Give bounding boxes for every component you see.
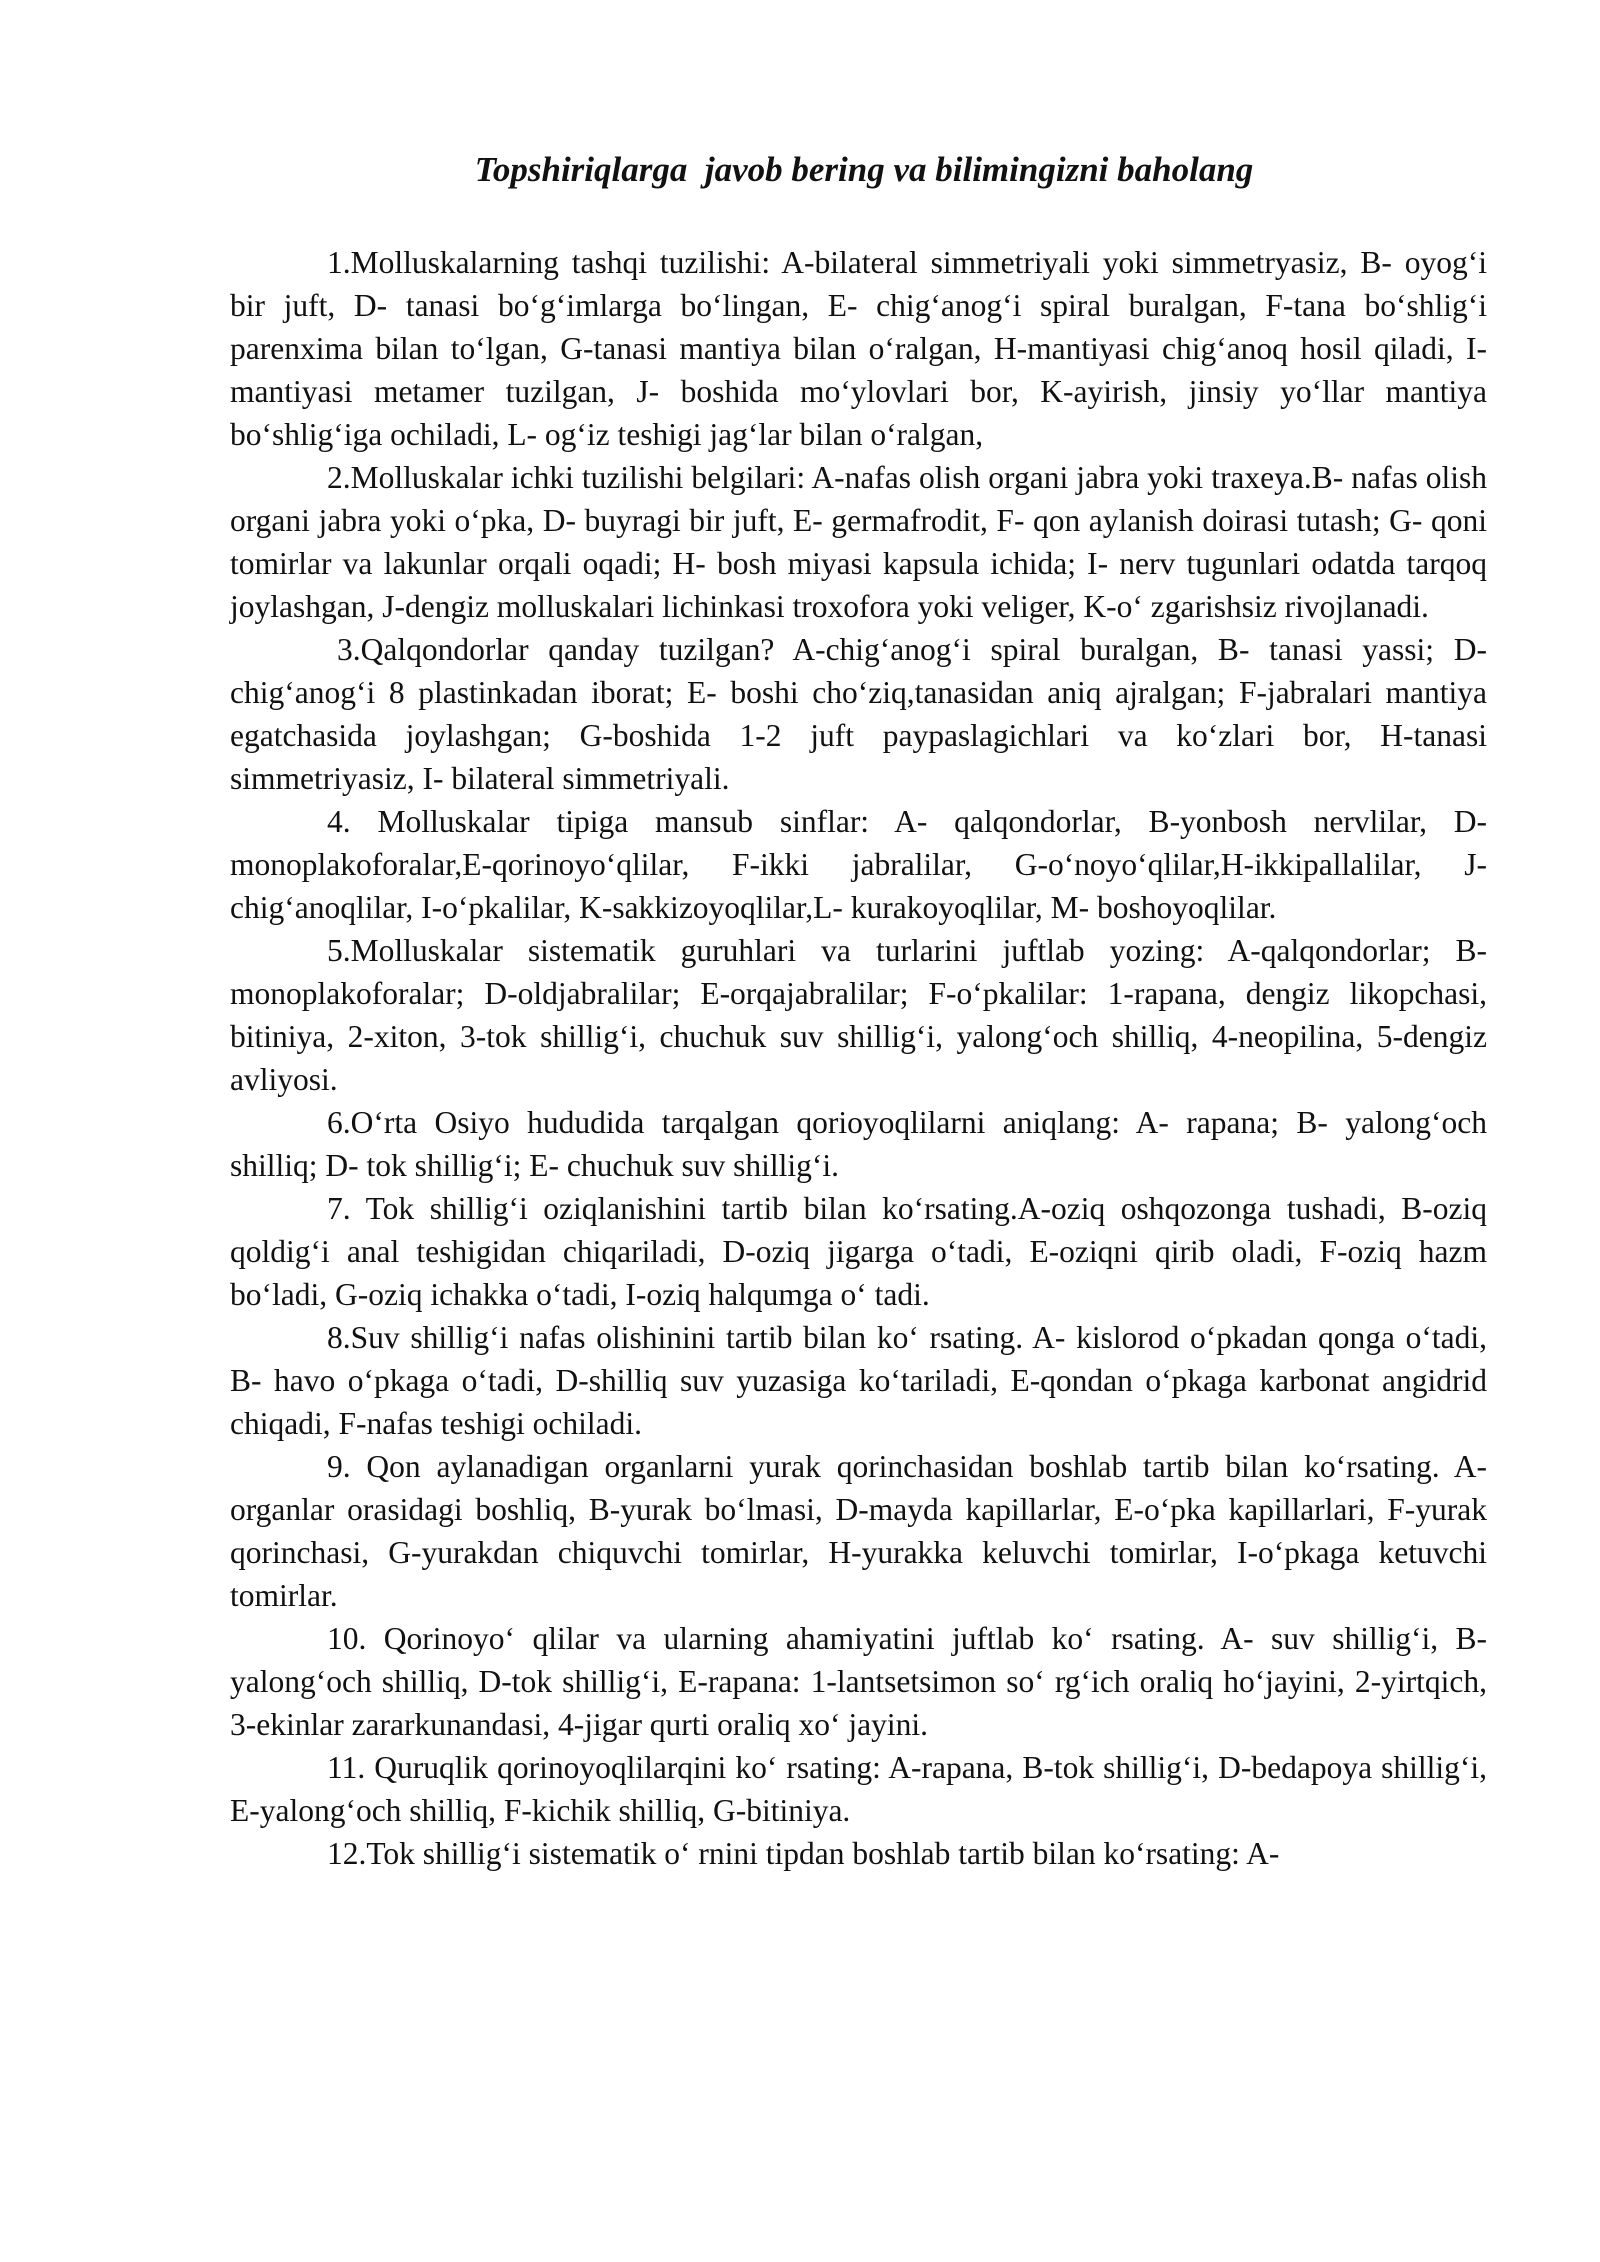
question-1: 1.Molluskalarning tashqi tuzilishi: A-bilateral simmetriyali yoki simmetryasiz, B- oyog‘i bir juft, D- tanasi bo‘g‘imlarga bo‘lingan, E- chig‘anog‘i spiral buralgan, F-tana bo‘shlig‘i parenxima bilan to‘lgan, G-tanasi mantiya bilan o‘ralgan, H-mantiyasi chig‘anoq hosil qiladi, I- mantiyasi metamer tuzilgan, J- boshida mo‘ylovlari bor, K-ayirish, jinsiy yo‘llar mantiya bo‘shlig‘iga ochiladi, L- og‘iz teshigi jag‘lar bilan o‘ralgan, [230, 245, 1487, 452]
questions-list [230, 241, 1487, 1875]
question-12: 12.Tok shillig‘i sistematik o‘ rnini tipdan boshlab tartib bilan ko‘rsating: A- [327, 1836, 1280, 1871]
question-11: 11. Quruqlik qorinoyoqlilarqini ko‘ rsating: A-rapana, B-tok shillig‘i, D-bedapoya shillig‘i, E-yalong‘och shilliq, F-kichik shilliq, G-bitiniya. [230, 1750, 1487, 1828]
question-5: 5.Molluskalar sistematik guruhlari va turlarini juftlab yozing: A-qalqondorlar; B-monoplakoforalar; D-oldjabralilar; E-orqajabralilar; F-o‘pkalilar: 1-rapana, dengiz likopchasi, bitiniya, 2-xiton, 3-tok shillig‘i, chuchuk suv shillig‘i, yalong‘och shilliq, 4-neopilina, 5-dengiz avliyosi. [230, 933, 1487, 1097]
page-title: Topshiriqlarga javob bering va bilimingizni baholang [474, 150, 1254, 189]
question-6: 6.O‘rta Osiyo hududida tarqalgan qorioyoqlilarni aniqlang: A- rapana; B- yalong‘och shilliq; D- tok shillig‘i; E- chuchuk suv shillig‘i. [230, 1105, 1487, 1183]
question-7: 7. Tok shillig‘i oziqlanishini tartib bilan ko‘rsating.A-oziq oshqozonga tushadi, B-oziq qoldig‘i anal teshigidan chiqariladi, D-oziq jigarga o‘tadi, E-oziqni qirib oladi, F-oziq hazm bo‘ladi, G-oziq ichakka o‘tadi, I-oziq halqumga o‘ tadi. [230, 1191, 1487, 1312]
question-3: 3.Qalqondorlar qanday tuzilgan? A-chig‘anog‘i spiral buralgan, B- tanasi yassi; D-chig‘anog‘i 8 plastinkadan iborat; E- boshi cho‘ziq,tanasidan aniq ajralgan; F-jabralari mantiya egatchasida joylashgan; G-boshida 1-2 juft paypaslagichlari va ko‘zlari bor, H-tanasi simmetriyasiz, I- bilateral simmetriyali. [230, 632, 1487, 796]
question-4: 4. Molluskalar tipiga mansub sinflar: A- qalqondorlar, B-yonbosh nervlilar, D- monoplakoforalar,E-qorinoyo‘qlilar, F-ikki jabralilar, G-o‘noyo‘qlilar,H-ikkipallalilar, J-chig‘anoqlilar, I-o‘pkalilar, K-sakkizoyoqlilar,L- kurakoyoqlilar, M- boshoyoqlilar. [230, 804, 1487, 925]
question-10: 10. Qorinoyo‘ qlilar va ularning ahamiyatini juftlab ko‘ rsating. A- suv shillig‘i, B-yalong‘och shilliq, D-tok shillig‘i, E-rapana: 1-lantsetsimon so‘ rg‘ich oraliq ho‘jayini, 2-yirtqich, 3-ekinlar zararkunandasi, 4-jigar qurti oraliq xo‘ jayini. [230, 1621, 1487, 1742]
question-2: 2.Molluskalar ichki tuzilishi belgilari: A-nafas olish organi jabra yoki traxeya.B- nafas olish organi jabra yoki o‘pka, D- buyragi bir juft, E- germafrodit, F- qon aylanish doirasi tutash; G- qoni tomirlar va lakunlar orqali oqadi; H- bosh miyasi kapsula ichida; I- nerv tugunlari odatda tarqoq joylashgan, J-dengiz molluskalari lichinkasi troxofora yoki veliger, K-o‘ zgarishsiz rivojlanadi. [230, 460, 1487, 624]
question-8: 8.Suv shillig‘i nafas olishinini tartib bilan ko‘ rsating. A- kislorod o‘pkadan qonga o‘tadi, B- havo o‘pkaga o‘tadi, D-shilliq suv yuzasiga ko‘tariladi, E-qondan o‘pkaga karbonat angidrid chiqadi, F-nafas teshigi ochiladi. [230, 1320, 1487, 1441]
question-9: 9. Qon aylanadigan organlarni yurak qorinchasidan boshlab tartib bilan ko‘rsating. A-organlar orasidagi boshliq, B-yurak bo‘lmasi, D-mayda kapillarlar, E-o‘pka kapillarlari, F-yurak qorinchasi, G-yurakdan chiquvchi tomirlar, H-yurakka keluvchi tomirlar, I-o‘pkaga ketuvchi tomirlar. [230, 1449, 1487, 1613]
